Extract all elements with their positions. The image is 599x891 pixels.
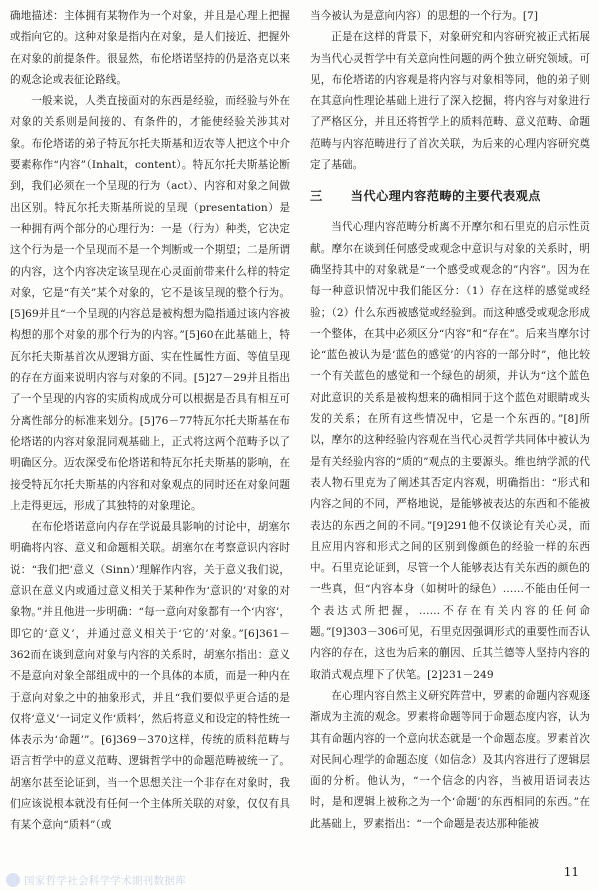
right-column <box>310 6 590 835</box>
section-title: 当代心理内容范畴的主要代表观点 <box>350 189 541 204</box>
watermark-text: 国家哲学社会科学学术期刊数据库 <box>24 874 186 887</box>
database-watermark <box>0 869 326 891</box>
paragraph: 当代心理内容范畴分析离不开摩尔和石里克的启示性贡献。摩尔在谈到任何感受或观念中意识与对象的关系时，明确坚持其中的对象就是“一个感受或观念的”内容”。因为在每一种意识情况中我们能区分：（1）存在这样的感觉或经验；（2）什么东西被感觉或经验到。而这种感受或观念形成一个整体，在其中必须区分“内容”和“存在”。后来当摩尔讨论“蓝色被认为是‘蓝色的感觉’的内容的一部分时”，他比较一个有关蓝色的感觉和一个绿色的胡须，并认为“这个蓝色对此意识的关系是被构想来的确相同于这个蓝色对眼睛或头发的关系；在所有这些情况中，它是一个东西的。”[8]所以，摩尔的这种经验内容观在当代心灵哲学共同体中被认为是有关经验内容的“质的”观点的主要源头。维也纳学派的代表人物石里克为了阐述其否定内容观，明确指出：“形式和内容之间的不同，严格地说，是能够被表达的东西和不能被表达的东西之间的不同。”[9]291他不仅谈论有关心灵，而且应用内容和形式之间的区别到像颜色的经验一样的东西中。石里克论证到，尽管一个人能够表达有关东西的颜色的一些真，但“内容本身（如树叶的绿色）……不能由任何一个表达式所把握，……不存在有关内容的任何命题。”[9]303－306可见，石里克因强调形式的重要性而否认内容的存在，这也为后来的蒯因、丘其兰德等人坚持内容的取消式观点埋下了伏笔。[2]231－249 <box>310 221 590 681</box>
watermark-logo-icon <box>6 873 20 887</box>
paragraph: 在心理内容自然主义研究阵营中，罗素的命题内容观逐渐成为主流的观念。罗素将命题等同于命题态度内容，认为其有命题内容的一个意向状态就是一个命题态度。罗素首次对民间心理学的命题态度（如信念）及其内容进行了逻辑层面的分析。他认为，“一个信念的内容，当被用语词表达时，是和逻辑上被称之为一个‘命题’的东西相同的东西。”在此基础上，罗素指出：“一个命题是表达那种能被 <box>310 689 590 830</box>
paragraph: 确地描述：主体拥有某物作为一个对象，并且是心理上把握或指向它的。这种对象是指内在对象，是人们接近、把握外在对象的前提条件。很显然，布伦塔诺坚持的仍是洛克以来的观念论或表征论路线。 <box>10 10 290 86</box>
paragraph: 当今被认为是意向内容）的思想的一个行为。[7] <box>310 10 539 22</box>
paragraph: 正是在这样的背景下，对象研究和内容研究被正式拓展为当代心灵哲学中有关意向性问题的两个独立研究领域。可见，布伦塔诺的内容观是将内容与对象相等同，他的弟子则在其意向性理论基础上进行了深入挖掘，将内容与对象进行了严格区分，并且还将哲学上的质料范畴、意义范畴、命题范畴与内容范畴进行了首次关联，为后来的心理内容研究奠定了基础。 <box>310 31 590 172</box>
paragraph: 一般来说，人类直接面对的东西是经验，而经验与外在对象的关系则是间接的、有条件的，才能使经验关涉其对象。布伦塔诺的弟子特瓦尔托夫斯基和迈农等人把这个中介要素称作“内容”（Inhalt，content）。特瓦尔托夫斯基论断到，我们必须在一个呈现的行为（act）、内容和对象之间做出区别。特瓦尔托夫斯基所说的呈现（presentation）是一种拥有两个部分的心理行为：一是（行为）种类，它决定这个行为是一个呈现而不是一个判断或一个期望；二是所谓的内容，这个内容决定该呈现在心灵面前带来什么样的特定对象，它是“有关”某个对象的，它不是该呈现的整个行为。[5]69并且“一个呈现的内容总是被构想为隐指通过该内容被构想的那个对象的那个行为的内容。”[5]60在此基础上，特瓦尔托夫斯基首次从逻辑方面、实在性属性方面、等值呈现的存在方面来说明内容与对象的不同。[5]27－29并且指出了一个呈现的内容的实质构成成分可以根据是否具有相互可分离性部分的标准来划分。[5]76－77特瓦尔托夫斯基在布伦塔诺的内容对象混同观基础上，正式将这两个范畴予以了明确区分。迈农深受布伦塔诺和特瓦尔托夫斯基的影响，在接受特瓦尔托夫斯基的内容和对象观点的同时还在对象问题上走得更远，形成了其独特的对象理论。 <box>10 95 290 512</box>
section-number: 三 <box>310 189 323 204</box>
paragraph: 在布伦塔诺意向内存在学说最具影响的讨论中，胡塞尔明确将内容、意义和命题相关联。胡塞尔在考察意识内容时说：“我们把‘意义（Sinn）’理解作内容，关于意义我们说，意识在意义内或通过意义相关于某种作为‘意识的’对象的对象物。”并且他进一步明确：“每一意向对象都有一个‘内容’，即它的‘意义’，并通过意义相关于‘它的’对象。”[6]361－362而在谈到意向对象与内容的关系时，胡塞尔指出：意义不是意向对象全部组成中的一个具体的本质，而是一种内在于意向对象之中的抽象形式，并且“我们要似乎更合适的是仅将‘意义’一词定义作‘质料’，然后将意义和设定的特性统一体表示为‘命题’”。[6]369－370这样，传统的质料范畴与语言哲学中的意义范畴、逻辑哲学中的命题范畴被统一了。胡塞尔甚至论证到，当一个思想关注一个非存在对象时，我们应该说根本就没有任何一个主体所关联的对象，仅仅有具有某个意向“质料”（或 <box>10 521 290 832</box>
page-number: 11 <box>563 865 579 879</box>
left-column <box>10 6 290 837</box>
section-heading <box>310 185 590 207</box>
